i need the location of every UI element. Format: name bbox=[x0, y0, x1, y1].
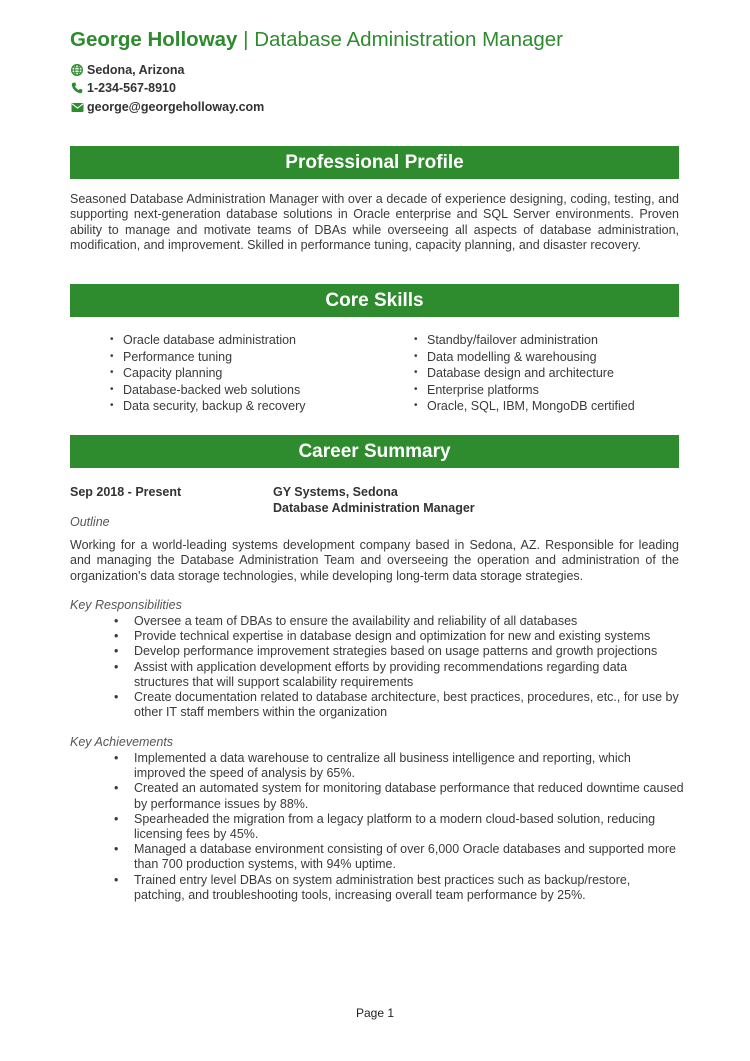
skill-item: • Data modelling & warehousing bbox=[414, 349, 635, 366]
email-link[interactable]: george@georgeholloway.com bbox=[87, 100, 265, 114]
header-title-line bbox=[70, 28, 563, 52]
skills-column-right bbox=[414, 332, 635, 415]
skill-item: • Oracle, SQL, IBM, MongoDB certified bbox=[414, 398, 635, 415]
job-company: GY Systems, Sedona bbox=[273, 485, 398, 499]
list-item: • Created an automated system for monitoring database performance that reduced downtime caused by performance issues by 88%. bbox=[114, 781, 684, 811]
candidate-name: George Holloway bbox=[70, 28, 238, 51]
contact-phone bbox=[70, 81, 176, 95]
achievements-list bbox=[114, 751, 684, 903]
phone-text[interactable]: 1-234-567-8910 bbox=[87, 81, 176, 95]
outline-label: Outline bbox=[70, 515, 110, 529]
skill-item: • Capacity planning bbox=[110, 365, 305, 382]
skill-item: • Enterprise platforms bbox=[414, 382, 635, 399]
list-item: • Managed a database environment consisting of over 6,000 Oracle databases and supported more than 700 production systems, with 94% uptime. bbox=[114, 842, 684, 872]
page-number: Page 1 bbox=[355, 1006, 395, 1020]
list-item: • Develop performance improvement strategies based on usage patterns and growth projections bbox=[114, 644, 684, 659]
list-item: • Trained entry level DBAs on system administration best practices such as backup/restore, patching, and troubleshooting tools, increasing overall team performance by 25%. bbox=[114, 873, 684, 903]
list-item: • Assist with application development efforts by providing recommendations regarding data structures that will support scalability requirements bbox=[114, 660, 684, 690]
outline-text: Working for a world-leading systems development company based in Sedona, AZ. Responsible for leading and managing the Database Administration Team and overseeing the operation and administration of the organization's data storage technologies, while developing long-term data storage strategies. bbox=[70, 538, 679, 583]
skill-item: • Standby/failover administration bbox=[414, 332, 635, 349]
skill-item: • Database design and architecture bbox=[414, 365, 635, 382]
list-item: • Create documentation related to database architecture, best practices, procedures, etc., for use by other IT staff members within the organization bbox=[114, 690, 684, 720]
list-item: • Spearheaded the migration from a legacy platform to a modern cloud-based solution, reducing licensing fees by 45%. bbox=[114, 812, 684, 842]
contact-location bbox=[70, 63, 184, 77]
list-item: • Oversee a team of DBAs to ensure the availability and reliability of all databases bbox=[114, 614, 684, 629]
globe-icon bbox=[70, 63, 84, 77]
skills-column-left bbox=[110, 332, 305, 415]
candidate-title: Database Administration Manager bbox=[254, 28, 563, 51]
skill-item: • Performance tuning bbox=[110, 349, 305, 366]
list-item: • Implemented a data warehouse to centralize all business intelligence and reporting, which improved the speed of analysis by 65%. bbox=[114, 751, 684, 781]
location-text: Sedona, Arizona bbox=[87, 63, 185, 77]
job-employer bbox=[273, 485, 475, 516]
responsibilities-list bbox=[114, 614, 684, 720]
skill-item: • Data security, backup & recovery bbox=[110, 398, 305, 415]
skill-item: • Oracle database administration bbox=[110, 332, 305, 349]
responsibilities-label: Key Responsibilities bbox=[70, 598, 182, 612]
skill-item: • Database-backed web solutions bbox=[110, 382, 305, 399]
list-item: • Provide technical expertise in database design and optimization for new and existing systems bbox=[114, 629, 684, 644]
job-dates: Sep 2018 - Present bbox=[70, 485, 182, 499]
career-heading: Career Summary bbox=[70, 435, 679, 468]
envelope-icon bbox=[70, 100, 84, 114]
phone-icon bbox=[70, 81, 84, 95]
achievements-label: Key Achievements bbox=[70, 735, 174, 749]
skills-heading: Core Skills bbox=[70, 284, 679, 317]
job-role: Database Administration Manager bbox=[273, 500, 475, 515]
profile-text: Seasoned Database Administration Manager with over a decade of experience designing, coding, testing, and supporting next-generation database solutions in Oracle enterprise and SQL Server environments. Proven ability to manage and motivate teams of DBAs while overseeing all aspects of database administration, modification, and improvement. Skilled in performance tuning, capacity planning, and disaster recovery. bbox=[70, 192, 679, 252]
contact-email bbox=[70, 100, 264, 114]
profile-heading: Professional Profile bbox=[70, 146, 679, 179]
title-separator: | bbox=[237, 28, 255, 51]
